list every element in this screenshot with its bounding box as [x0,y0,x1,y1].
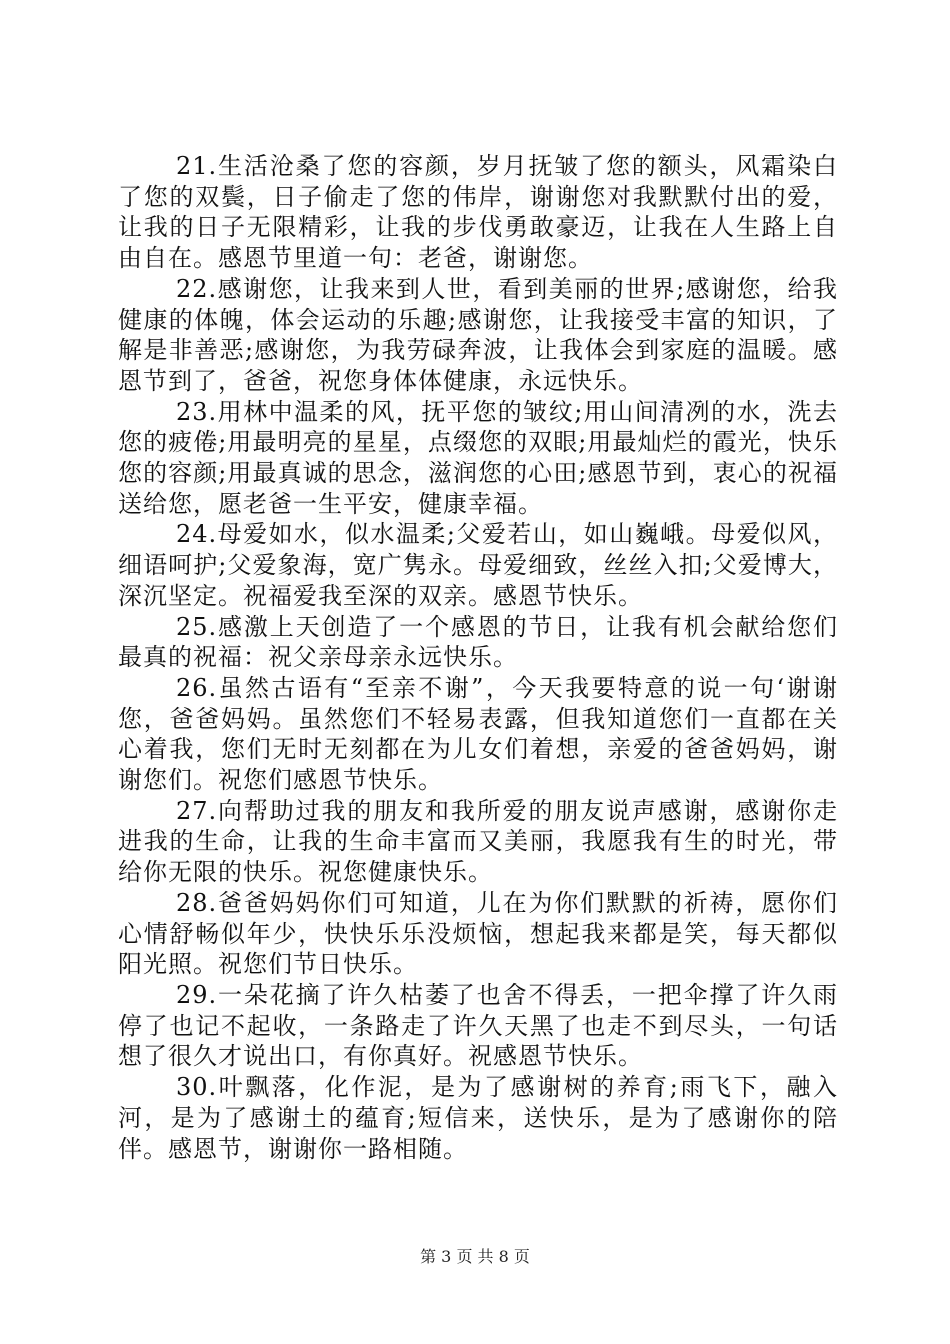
page-footer: 第 3 页 共 8 页 [420,1247,530,1266]
paragraph-28: 28.爸爸妈妈你们可知道，儿在为你们默默的祈祷，愿你们心情舒畅似年少，快快乐乐没烦恼，想起我来都是笑，每天都似阳光照。祝您们节日快乐。 [118,888,838,979]
paragraph-23: 23.用林中温柔的风，抚平您的皱纹;用山间清冽的水，洗去您的疲倦;用最明亮的星星，点缀您的双眼;用最灿烂的霞光，快乐您的容颜;用最真诚的思念，滋润您的心田;感恩节到，衷心的祝福送给您，愿老爸一生平安，健康幸福。 [118,397,838,518]
paragraph-29: 29.一朵花摘了许久枯萎了也舍不得丢，一把伞撑了许久雨停了也记不起收，一条路走了许久天黑了也走不到尽头，一句话想了很久才说出口，有你真好。祝感恩节快乐。 [118,980,838,1071]
paragraph-22: 22.感谢您，让我来到人世，看到美丽的世界;感谢您，给我健康的体魄，体会运动的乐趣;感谢您，让我接受丰富的知识，了解是非善恶;感谢您，为我劳碌奔波，让我体会到家庭的温暖。感恩节到了，爸爸，祝您身体体健康，永远快乐。 [118,274,838,395]
paragraph-26: 26.虽然古语有“至亲不谢”，今天我要特意的说一句‘谢谢您，爸爸妈妈。虽然您们不轻易表露，但我知道您们一直都在关心着我，您们无时无刻都在为儿女们着想，亲爱的爸爸妈妈，谢谢您们。祝您们感恩节快乐。 [118,673,838,795]
paragraph-30: 30.叶飘落，化作泥，是为了感谢树的养育;雨飞下，融入河，是为了感谢土的蕴育;短信来，送快乐，是为了感谢你的陪伴。感恩节，谢谢你一路相随。 [118,1073,838,1163]
paragraph-21: 21.生活沧桑了您的容颜，岁月抚皱了您的额头，风霜染白了您的双鬓，日子偷走了您的伟岸，谢谢您对我默默付出的爱，让我的日子无限精彩，让我的步伐勇敢豪迈，让我在人生路上自由自在。感恩节里道一句：老爸，谢谢您。 [118,152,838,273]
paragraph-25: 25.感激上天创造了一个感恩的节日，让我有机会献给您们最真的祝福：祝父亲母亲永远快乐。 [118,612,838,672]
paragraph-24: 24.母爱如水，似水温柔;父爱若山，如山巍峨。母爱似风，细语呵护;父爱象海，宽广隽永。母爱细致，丝丝入扣;父爱博大，深沉坚定。祝福爱我至深的双亲。感恩节快乐。 [118,520,838,610]
paragraph-27: 27.向帮助过我的朋友和我所爱的朋友说声感谢，感谢你走进我的生命，让我的生命丰富而又美丽，我愿我有生的时光，带给你无限的快乐。祝您健康快乐。 [118,796,838,887]
document-body [118,151,838,1164]
